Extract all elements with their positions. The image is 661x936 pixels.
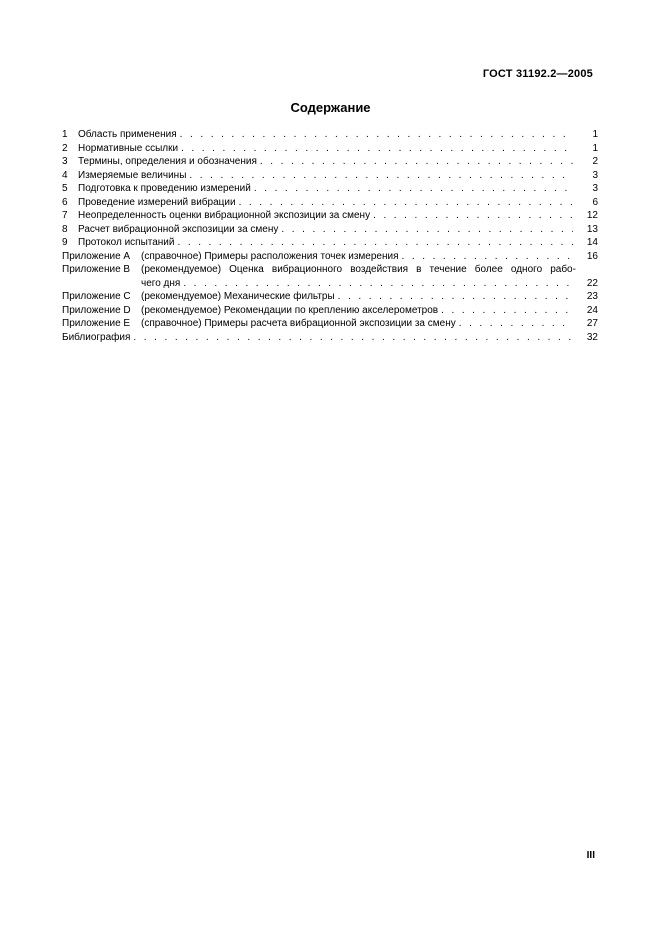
toc-entry-text: Измеряемые величины bbox=[78, 169, 187, 181]
toc-entry-7[interactable] bbox=[62, 209, 598, 223]
toc-annex-a[interactable] bbox=[62, 250, 598, 264]
toc-leader bbox=[180, 128, 573, 142]
page-title: Содержание bbox=[290, 100, 371, 115]
annex-text: (рекомендуемое) Рекомендации по креплению акселерометров bbox=[141, 304, 439, 316]
annex-text: (справочное) Примеры расчета вибрационной экспозиции за смену bbox=[141, 318, 456, 329]
toc-annex-b[interactable] bbox=[62, 263, 598, 290]
toc-entry-text: Расчет вибрационной экспозиции за смену bbox=[78, 223, 279, 235]
annex-word: вибрационного bbox=[271, 264, 343, 275]
toc-entry-8[interactable] bbox=[62, 223, 598, 237]
document-id: ГОСТ 31192.2—2005 bbox=[482, 68, 593, 80]
toc-entry-page: 32 bbox=[586, 331, 598, 343]
toc-leader bbox=[183, 277, 573, 291]
toc-entry-number: 3 bbox=[62, 156, 68, 167]
toc-leader bbox=[281, 223, 573, 237]
toc-entry-number: 7 bbox=[62, 210, 68, 221]
toc-entry-text: Термины, определения и обозначения bbox=[78, 156, 257, 167]
toc-entry-1[interactable] bbox=[62, 128, 598, 142]
toc-entry-text: Подготовка к проведению измерений bbox=[78, 183, 251, 194]
toc-entry-4[interactable] bbox=[62, 169, 598, 183]
annex-word: воздействия bbox=[350, 264, 409, 275]
page-number: III bbox=[586, 850, 595, 861]
toc-leader bbox=[133, 331, 573, 345]
toc-leader bbox=[338, 290, 573, 304]
toc-leader bbox=[402, 250, 574, 264]
toc-entry-text: Проведение измерений вибрации bbox=[78, 196, 236, 208]
annex-word: более bbox=[474, 264, 503, 275]
annex-text: (справочное) Примеры расположения точек измерения bbox=[141, 250, 399, 262]
toc-leader bbox=[260, 155, 573, 169]
toc-entry-number: 5 bbox=[62, 183, 68, 194]
toc-entry-page: 3 bbox=[592, 169, 598, 181]
toc-leader bbox=[459, 317, 573, 331]
annex-text-line2: чего дня bbox=[141, 277, 181, 289]
toc-leader bbox=[177, 236, 573, 250]
toc-entry-page: 6 bbox=[592, 196, 598, 208]
annex-word: в bbox=[416, 264, 422, 275]
toc-entry-page: 3 bbox=[592, 183, 598, 194]
toc-entry-text: Нормативные ссылки bbox=[78, 142, 179, 154]
annex-text: (рекомендуемое) Механические фильтры bbox=[141, 291, 335, 302]
toc-entry-number: 9 bbox=[62, 237, 68, 248]
annex-label: Приложение С bbox=[62, 291, 131, 302]
toc-entry-text: Протокол испытаний bbox=[78, 237, 175, 248]
toc-entry-9[interactable] bbox=[62, 236, 598, 250]
annex-label: Приложение В bbox=[62, 264, 131, 275]
toc-leader bbox=[254, 182, 573, 196]
toc-bibliography[interactable] bbox=[62, 331, 598, 345]
toc-entry-page: 16 bbox=[586, 250, 598, 262]
toc-leader bbox=[441, 304, 573, 318]
toc-annex-e[interactable] bbox=[62, 317, 598, 331]
toc-entry-page: 12 bbox=[586, 210, 598, 221]
toc-entry-3[interactable] bbox=[62, 155, 598, 169]
toc-entry-text: Область применения bbox=[78, 129, 177, 140]
annex-word: рабо- bbox=[550, 264, 576, 275]
annex-label: Приложение D bbox=[62, 304, 131, 316]
toc-entry-number: 6 bbox=[62, 196, 68, 208]
table-of-contents bbox=[62, 128, 598, 344]
annex-label: Приложение А bbox=[62, 250, 131, 262]
toc-entry-page: 23 bbox=[586, 291, 598, 302]
toc-leader bbox=[181, 142, 573, 156]
toc-entry-2[interactable] bbox=[62, 142, 598, 156]
toc-annex-d[interactable] bbox=[62, 304, 598, 318]
toc-entry-page: 13 bbox=[586, 223, 598, 235]
annex-text-line1 bbox=[141, 263, 576, 277]
toc-entry-number: 8 bbox=[62, 223, 68, 235]
annex-word: (рекомендуемое) bbox=[141, 264, 222, 275]
bibliography-text: Библиография bbox=[62, 331, 131, 343]
toc-entry-5[interactable] bbox=[62, 182, 598, 196]
annex-label: Приложение Е bbox=[62, 318, 131, 329]
toc-entry-number: 2 bbox=[62, 142, 68, 154]
toc-entry-6[interactable] bbox=[62, 196, 598, 210]
toc-entry-page: 1 bbox=[592, 129, 598, 140]
annex-word: Оценка bbox=[229, 264, 264, 275]
toc-annex-c[interactable] bbox=[62, 290, 598, 304]
toc-entry-number: 4 bbox=[62, 169, 68, 181]
toc-entry-number: 1 bbox=[62, 129, 68, 140]
toc-entry-text: Неопределенность оценки вибрационной экспозиции за смену bbox=[78, 210, 371, 221]
toc-entry-page: 22 bbox=[586, 277, 598, 289]
annex-word: течение bbox=[429, 264, 467, 275]
toc-leader bbox=[373, 209, 573, 223]
toc-entry-page: 14 bbox=[586, 237, 598, 248]
toc-leader bbox=[189, 169, 573, 183]
toc-entry-page: 24 bbox=[586, 304, 598, 316]
toc-entry-page: 1 bbox=[592, 142, 598, 154]
toc-entry-page: 27 bbox=[586, 318, 598, 329]
toc-entry-page: 2 bbox=[592, 156, 598, 167]
toc-leader bbox=[239, 196, 573, 210]
annex-word: одного bbox=[510, 264, 543, 275]
